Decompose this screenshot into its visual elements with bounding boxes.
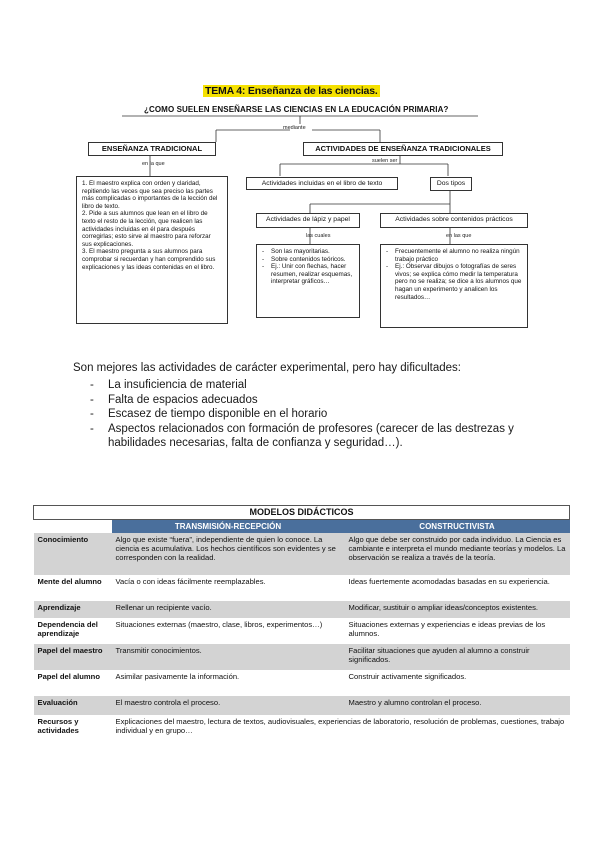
left-item-1: 1. El maestro explica con orden y claridad, repitiendo las veces que sea preciso las partes más complicadas o importantes de la lección del libro de texto. (82, 180, 218, 210)
table-row (34, 533, 570, 575)
column-header-constructivista: CONSTRUCTIVISTA (345, 520, 570, 534)
table-row (34, 618, 570, 644)
left-item-2: 2. Pide a sus alumnos que lean en el libro de texto el resto de la lección, que realicen las actividades incluidas en él para después corregirlas; esto sirve al maestro para reforzar sus explicaciones. (82, 210, 211, 248)
label-en-las-que: en las que (446, 233, 472, 239)
box-lapiz-papel: Actividades de lápiz y papel (256, 213, 360, 228)
cell-constructivista: Construir activamente significados. (345, 670, 570, 696)
cell-constructivista: Ideas fuertemente acomodadas basadas en su experiencia. (345, 575, 570, 601)
row-label: Papel del maestro (34, 644, 112, 670)
label-las-cuales: las cuales (306, 233, 331, 239)
table-row (34, 715, 570, 741)
table-header-row (34, 520, 570, 534)
label-suelen-ser: suelen ser (372, 158, 398, 164)
cell-recursos: Explicaciones del maestro, lectura de textos, audiovisuales, experiencias de laboratorio, resolución de problemas, cuestiones, trabajo individual y en grupo… (112, 715, 570, 741)
table-title-row (34, 506, 570, 520)
cell-constructivista: Facilitar situaciones que ayuden al alumno a construir significados. (345, 644, 570, 670)
header-ensenanza-tradicional: ENSEÑANZA TRADICIONAL (88, 142, 216, 156)
cell-transmision: Rellenar un recipiente vacío. (112, 601, 345, 618)
practicos-bullet-2: - Ej.: Observar dibujos o fotografías de seres vivos; se explica cómo medir la temperatura pero no se realiza; se dice a los alumnos que hagan un experimento y analicen los resultados… (395, 263, 523, 301)
modelos-didacticos-table (33, 505, 570, 741)
page-title: TEMA 4: Enseñanza de las ciencias. (205, 85, 378, 97)
box-dos-tipos: Dos tipos (430, 177, 472, 191)
cell-transmision: Asimilar pasivamente la información. (112, 670, 345, 696)
column-header-transmision: TRANSMISIÓN-RECEPCIÓN (112, 520, 345, 534)
cell-transmision: Vacía o con ideas fácilmente reemplazables. (112, 575, 345, 601)
intro-text: Son mejores las actividades de carácter experimental, pero hay dificultades: (73, 362, 462, 374)
practicos-bullet-1: - Frecuentemente el alumno no realiza ningún trabajo práctico (395, 248, 523, 263)
cell-transmision: Situaciones externas (maestro, clase, libros, experimentos…) (112, 618, 345, 644)
table-row (34, 670, 570, 696)
table-row (34, 575, 570, 601)
table-row (34, 696, 570, 715)
table-header-blank (34, 520, 112, 534)
label-en-la-que: en la que (142, 161, 165, 167)
list-lapiz-papel (256, 244, 360, 318)
difficulty-item: - La insuficiencia de material (90, 378, 530, 393)
table-row (34, 601, 570, 618)
cell-constructivista: Maestro y alumno controlan el proceso. (345, 696, 570, 715)
difficulty-item: - Escasez de tiempo disponible en el horario (90, 407, 530, 422)
row-label: Aprendizaje (34, 601, 112, 618)
left-item-3: 3. El maestro pregunta a sus alumnos para comprobar si recuerdan y han comprendido sus explicaciones y las ideas contenidas en el libro. (82, 248, 216, 271)
header-actividades-tradicionales: ACTIVIDADES DE ENSEÑANZA TRADICIONALES (303, 142, 503, 156)
list-contenidos-practicos (380, 244, 528, 328)
row-label: Conocimiento (34, 533, 112, 575)
cell-constructivista: Situaciones externas y experiencias e ideas previas de los alumnos. (345, 618, 570, 644)
label-mediante: mediante (283, 125, 306, 131)
lapiz-bullet-1: - Son las mayoritarias. (271, 248, 355, 256)
diagram-question: ¿COMO SUELEN ENSEÑARSE LAS CIENCIAS EN LA EDUCACIÓN PRIMARIA? (144, 105, 449, 114)
cell-transmision: Transmitir conocimientos. (112, 644, 345, 670)
row-label: Dependencia del aprendizaje (34, 618, 112, 644)
row-label: Evaluación (34, 696, 112, 715)
row-label: Papel del alumno (34, 670, 112, 696)
box-ensenanza-tradicional (76, 176, 228, 324)
table-title: MODELOS DIDÁCTICOS (34, 506, 570, 520)
cell-constructivista: Modificar, sustituir o ampliar ideas/conceptos existentes. (345, 601, 570, 618)
difficulty-item: - Aspectos relacionados con formación de profesores (carecer de las destrezas y habilidades necesarias, falta de confianza y seguridad…). (90, 422, 530, 451)
difficulties-list (90, 378, 530, 451)
row-label: Recursos y actividades (34, 715, 112, 741)
table-row (34, 644, 570, 670)
cell-transmision: Algo que existe “fuera”, independiente de quien lo conoce. La ciencia es acumulativa. Los hechos científicos son evidentes y se corresponden con la realidad. (112, 533, 345, 575)
lapiz-bullet-3: - Ej.: Unir con flechas, hacer resumen, realizar esquemas, interpretar gráficos… (271, 263, 355, 286)
cell-transmision: El maestro controla el proceso. (112, 696, 345, 715)
row-label: Mente del alumno (34, 575, 112, 601)
box-libro-texto: Actividades incluidas en el libro de texto (246, 177, 398, 190)
difficulty-item: - Falta de espacios adecuados (90, 393, 530, 408)
lapiz-bullet-2: - Sobre contenidos teóricos. (271, 256, 355, 264)
box-contenidos-practicos: Actividades sobre contenidos prácticos (380, 213, 528, 228)
cell-constructivista: Algo que debe ser construido por cada individuo. La Ciencia es cambiante e interpreta el mundo mediante teorías y modelos. La observación se realiza a través de la teoría. (345, 533, 570, 575)
